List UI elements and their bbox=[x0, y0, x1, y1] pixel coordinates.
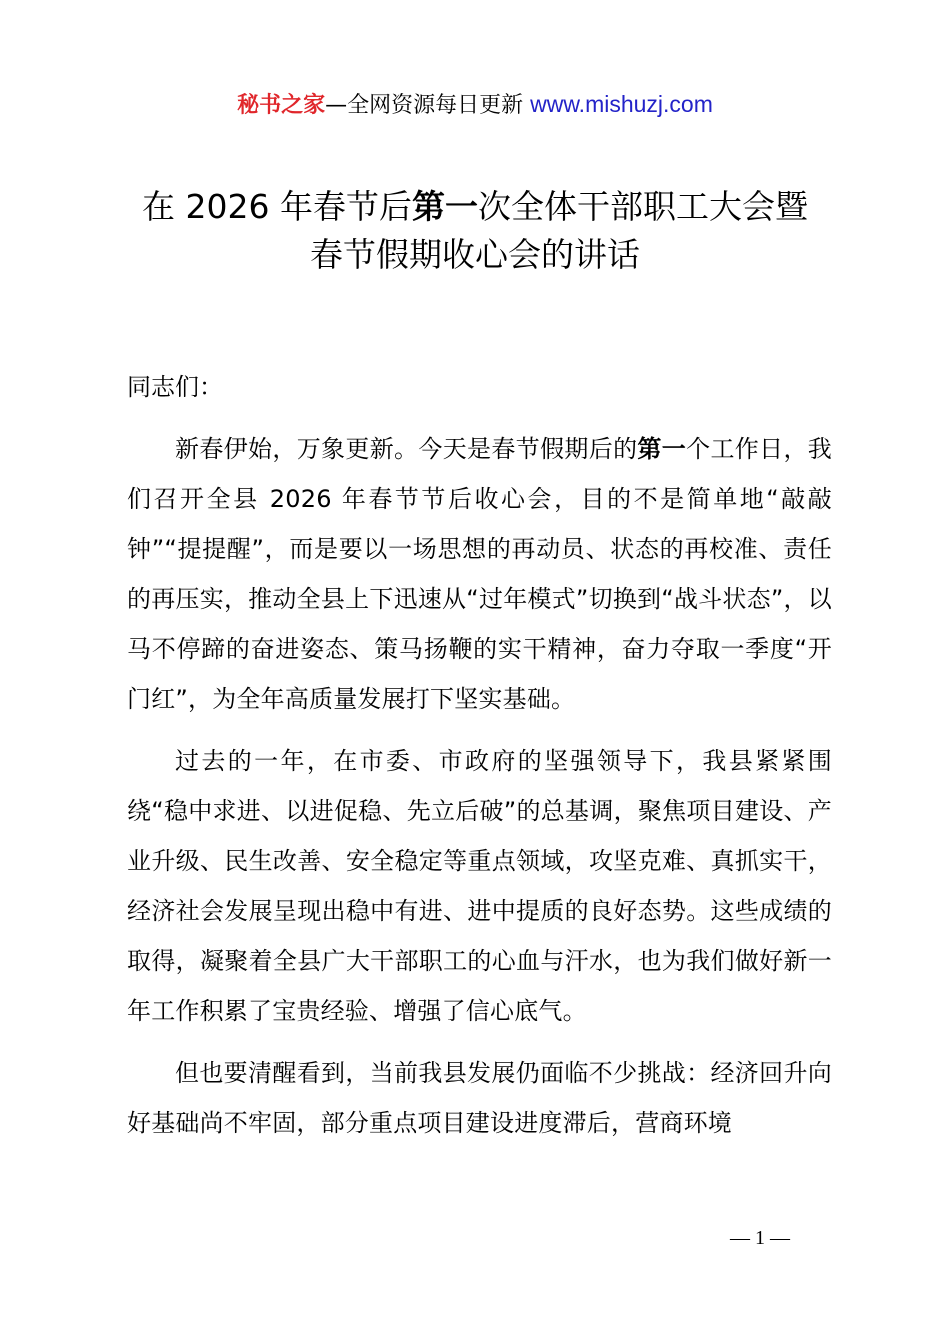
paragraph-1 bbox=[127, 424, 832, 724]
site-url-link[interactable]: www.mishuzj.com bbox=[530, 91, 713, 117]
title-line-1 bbox=[0, 183, 950, 231]
document-body bbox=[127, 362, 832, 1160]
paragraph-3: 但也要清醒看到，当前我县发展仍面临不少挑战：经济回升向好基础尚不牢固，部分重点项目建设进度滞后，营商环境 bbox=[127, 1059, 832, 1137]
title-line-1-part-2: 次全体干部职工大会暨 bbox=[477, 187, 808, 226]
site-banner bbox=[0, 88, 950, 122]
paragraph-1-part-1: 新春伊始，万象更新。今天是春节假期后的 bbox=[175, 435, 638, 463]
title-line-1-part-1: 在 2026 年春节后 bbox=[142, 187, 412, 226]
paragraph-1-bold: 第一 bbox=[637, 435, 687, 463]
brand-name: 秘书之家 bbox=[237, 93, 326, 118]
paragraph-2: 过去的一年，在市委、市政府的坚强领导下，我县紧紧围绕“稳中求进、以进促稳、先立后破”的总基调，聚焦项目建设、产业升级、民生改善、安全稳定等重点领域，攻坚克难、真抓实干，经济社会发展呈现出稳中有进、进中提质的良好态势。这些成绩的取得，凝聚着全县广大干部职工的心血与汗水，也为我们做好新一年工作积累了宝贵经验、增强了信心底气。 bbox=[127, 747, 832, 1025]
document-title bbox=[0, 183, 950, 279]
paragraph-1-part-2: 个工作日，我们召开全县 2026 年春节节后收心会，目的不是简单地“敲敲钟”“提提醒”，而是要以一场思想的再动员、状态的再校准、责任的再压实，推动全县上下迅速从“过年模式”切换到“战斗状态”，以马不停蹄的奋进姿态、策马扬鞭的实干精神，奋力夺取一季度“开门红”，为全年高质量发展打下坚实基础。 bbox=[127, 435, 832, 713]
title-line-2: 春节假期收心会的讲话 bbox=[310, 235, 640, 274]
banner-tagline: —全网资源每日更新 bbox=[325, 93, 531, 118]
page-number: — 1 — bbox=[730, 1227, 790, 1249]
salutation: 同志们： bbox=[127, 373, 223, 401]
title-line-1-bold: 第一 bbox=[411, 187, 478, 226]
